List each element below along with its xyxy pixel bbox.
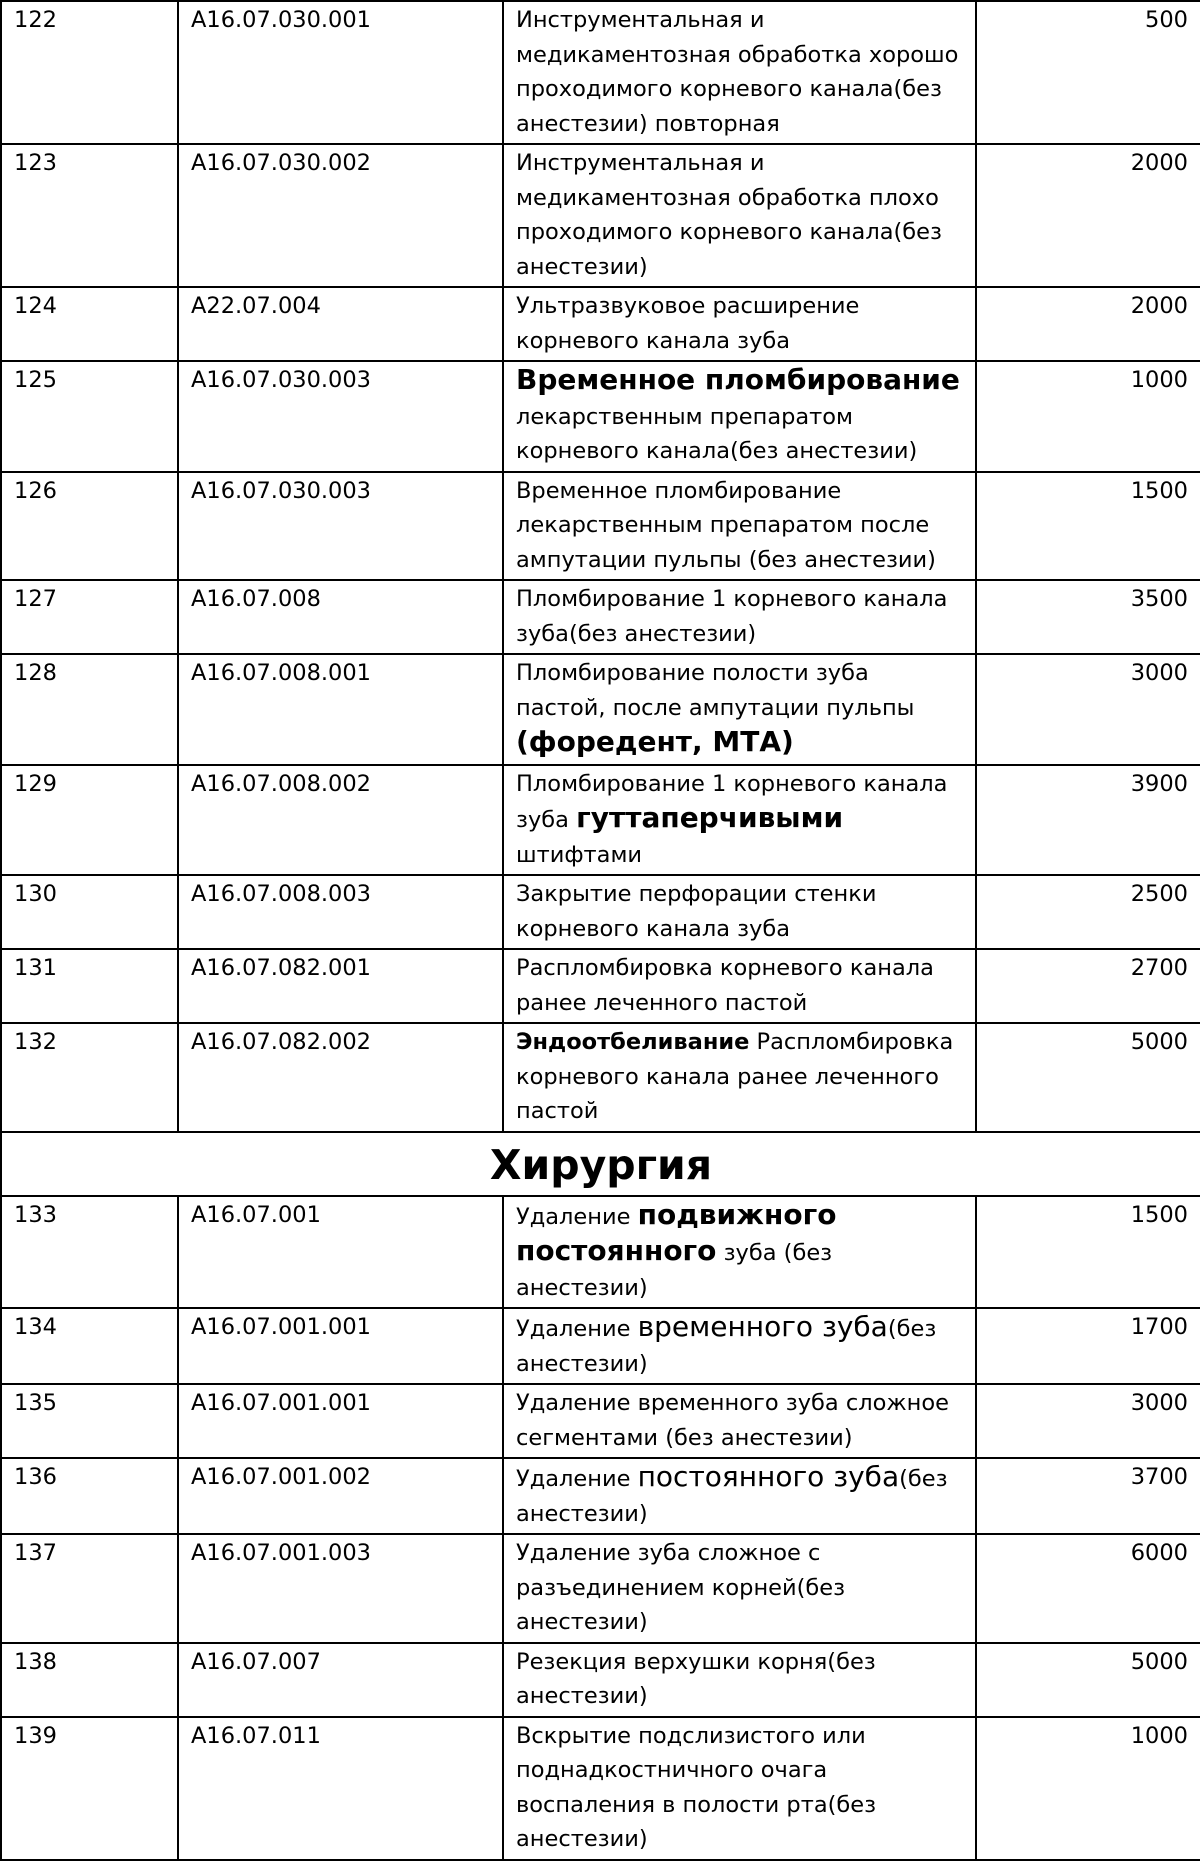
description-text: штифтами [516,841,643,868]
description-text: (без анестезии) [516,1466,948,1527]
service-code: A16.07.030.002 [178,144,503,287]
service-price: 1500 [976,1196,1200,1309]
service-code: A16.07.001 [178,1196,503,1309]
description-text: Удаление временного зуба сложное сегментами (без анестезии) [516,1390,949,1451]
description-text: Эндоотбеливание [516,1029,750,1055]
service-code: A16.07.011 [178,1717,503,1860]
service-description [503,580,976,654]
row-number: 131 [1,949,178,1023]
description-text: Закрытие перфорации стенки корневого канала зуба [516,881,877,942]
row-number: 128 [1,654,178,765]
service-code: A16.07.008.003 [178,875,503,949]
table-row [1,875,1200,949]
row-number: 139 [1,1717,178,1860]
service-price: 3900 [976,765,1200,876]
table-row [1,361,1200,472]
description-text: Вскрытие подслизистого или поднадкостничного очага воспаления в полости рта(без анестезии) [516,1722,877,1852]
table-row [1,949,1200,1023]
service-description [503,361,976,472]
row-number: 137 [1,1534,178,1643]
service-description [503,144,976,287]
row-number: 123 [1,144,178,287]
description-text: лекарственным препаратом корневого канала(без анестезии) [516,403,918,464]
service-code: A16.07.008.001 [178,654,503,765]
table-row [1,1308,1200,1384]
service-description [503,1023,976,1132]
service-price: 6000 [976,1534,1200,1643]
row-number: 124 [1,287,178,361]
row-number: 132 [1,1023,178,1132]
service-description [503,654,976,765]
description-text: Удаление [516,1466,638,1492]
description-text: Резекция верхушки корня(без анестезии) [516,1648,876,1709]
service-code: A16.07.030.003 [178,361,503,472]
table-row [1,287,1200,361]
service-description [503,1308,976,1384]
service-price: 1700 [976,1308,1200,1384]
service-code: A16.07.082.001 [178,949,503,1023]
service-description [503,1643,976,1717]
service-price: 5000 [976,1643,1200,1717]
service-description [503,1196,976,1309]
table-row [1,1023,1200,1132]
table-row [1,1196,1200,1309]
table-row [1,580,1200,654]
description-text: временного зуба [637,1310,888,1343]
description-text: Пломбирование 1 корневого канала зуба(без анестезии) [516,586,948,647]
row-number: 125 [1,361,178,472]
description-text: (без анестезии) [516,1316,937,1377]
description-text: Пломбирование полости зуба пастой, после ампутации пульпы [516,660,915,721]
description-text: постоянного зуба [637,1460,900,1493]
table-row [1,1384,1200,1458]
description-text: Распломбировка корневого канала ранее леченного пастой [516,1029,954,1124]
section-header-row [1,1132,1200,1196]
service-price: 2000 [976,144,1200,287]
description-text: Удаление [516,1203,638,1230]
service-code: A16.07.001.001 [178,1384,503,1458]
service-code: A16.07.007 [178,1643,503,1717]
service-price: 1000 [976,1717,1200,1860]
service-price: 3000 [976,1384,1200,1458]
surgery-rows [1,1196,1200,1860]
service-price: 3000 [976,654,1200,765]
table-row [1,1458,1200,1534]
description-text: Удаление [516,1316,638,1342]
service-price: 1000 [976,361,1200,472]
row-number: 138 [1,1643,178,1717]
service-description [503,1534,976,1643]
description-text: Удаление зуба сложное с разъединением корней(без анестезии) [516,1540,846,1635]
service-price: 5000 [976,1023,1200,1132]
row-number: 134 [1,1308,178,1384]
table-row [1,765,1200,876]
service-code: A16.07.001.001 [178,1308,503,1384]
row-number: 129 [1,765,178,876]
table-row [1,1534,1200,1643]
service-code: A16.07.030.001 [178,1,503,144]
service-code: A16.07.008.002 [178,765,503,876]
service-description [503,875,976,949]
table-row [1,1717,1200,1860]
row-number: 130 [1,875,178,949]
service-description [503,472,976,581]
service-price: 3700 [976,1458,1200,1534]
section-title: Хирургия [1,1132,1200,1196]
service-code: A16.07.008 [178,580,503,654]
service-description [503,1384,976,1458]
description-text: Инструментальная и медикаментозная обработка плохо проходимого корневого канала(без анестезии) [516,150,942,280]
row-number: 136 [1,1458,178,1534]
service-price: 1500 [976,472,1200,581]
service-code: A16.07.082.002 [178,1023,503,1132]
service-price: 2500 [976,875,1200,949]
therapy-rows [1,1,1200,1132]
row-number: 133 [1,1196,178,1309]
row-number: 122 [1,1,178,144]
description-text: Временное пломбирование [516,363,960,396]
description-text: зуба (без анестезии) [516,1240,833,1301]
service-price: 500 [976,1,1200,144]
service-description [503,287,976,361]
description-text: Инструментальная и медикаментозная обработка хорошо проходимого корневого канала(без анестезии) повторная [516,7,959,137]
service-description [503,765,976,876]
row-number: 135 [1,1384,178,1458]
table-row [1,1643,1200,1717]
service-description [503,1717,976,1860]
description-text: Пломбирование 1 корневого канала зуба [516,770,948,833]
description-text: Ультразвуковое расширение корневого канала зуба [516,293,860,354]
service-code: A16.07.030.003 [178,472,503,581]
service-price: 2000 [976,287,1200,361]
service-price: 3500 [976,580,1200,654]
service-code: A22.07.004 [178,287,503,361]
row-number: 126 [1,472,178,581]
service-price: 2700 [976,949,1200,1023]
table-row [1,1,1200,144]
service-code: A16.07.001.002 [178,1458,503,1534]
service-description [503,1,976,144]
description-text: гуттаперчивыми [576,801,844,834]
service-description [503,949,976,1023]
table-row [1,472,1200,581]
row-number: 127 [1,580,178,654]
table-row [1,654,1200,765]
description-text: Распломбировка корневого канала ранее леченного пастой [516,955,934,1016]
description-text: Временное пломбирование лекарственным препаратом после ампутации пульпы (без анестезии) [516,477,936,573]
service-description [503,1458,976,1534]
description-text: подвижного постоянного [516,1197,837,1267]
description-text: (форедент, МТА) [516,725,794,758]
service-code: A16.07.001.003 [178,1534,503,1643]
table-row [1,144,1200,287]
